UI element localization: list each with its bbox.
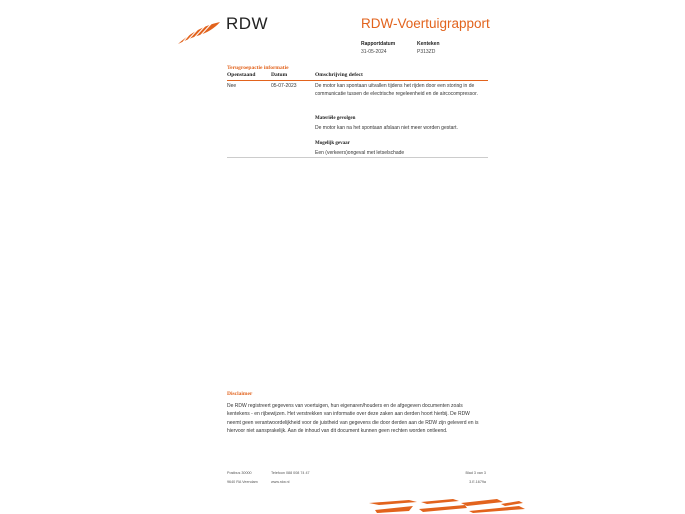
license-plate-value: P313ZD [417,49,436,55]
recall-section-title: Terugroepactie informatie [227,65,289,71]
footer-phone: Telefoon 088 008 74 47 [271,471,310,475]
column-header-open: Openstaand [227,72,256,78]
footer-page-number: Blad 3 van 3 [465,471,486,475]
danger-heading: Mogelijk gevaar [315,141,350,146]
recall-description: De motor kan spontaan uitvallen tijdens het rijden door een storing in de communicatie tussen de electrische regeleenheid en de aircocompressor. [315,83,478,98]
recall-date: 05-07-2023 [271,83,297,89]
report-date-label: Rapportdatum [361,41,396,47]
column-header-description: Omschrijving defect [315,72,363,78]
disclaimer-title: Disclaimer [227,391,253,397]
column-header-date: Datum [271,72,288,78]
footer-postbus: Postbus 30000 [227,471,252,475]
footer-document-code: 3.E.1679a [469,480,486,484]
recall-open-status: Nee [227,83,237,89]
footer-city: 9640 RA Veendam [227,480,258,484]
license-plate-label: Kenteken [417,41,440,47]
danger-text: Een (verkeers)ongeval met letselschade [315,150,405,156]
report-date-block [361,40,395,56]
rdw-logo-icon [177,20,221,46]
license-plate-block [417,40,440,56]
consequence-heading: Materiële gevolgen [315,116,356,121]
table-header-divider [227,80,488,81]
consequence-text: De motor kan na het spontaan afslaan niet meer worden gestart. [315,125,458,131]
rdw-stripes-icon [369,498,527,514]
disclaimer-text: De RDW registreert gegevens van voertuigen, hun eigenaren/houders en de afgegeven documenten zoals kentekens - en rijbewijzen. Het verstrekken van informatie over deze zaken aan derden hoort hierbij. De RDW neemt geen verantwoordelijkheid voor de juistheid van gegevens die door derden aan de RDW zijn geleverd en is hiervoor niet aansprakelijk. Aan de inhoud van dit document kunnen geen rechten worden ontleend. [227,403,479,435]
report-title: RDW-Voertuigrapport [361,16,490,31]
table-end-divider [227,157,488,158]
report-date-value: 31-05-2024 [361,49,387,55]
brand-name: RDW [226,14,269,33]
footer-website: www.rdw.nl [271,480,290,484]
